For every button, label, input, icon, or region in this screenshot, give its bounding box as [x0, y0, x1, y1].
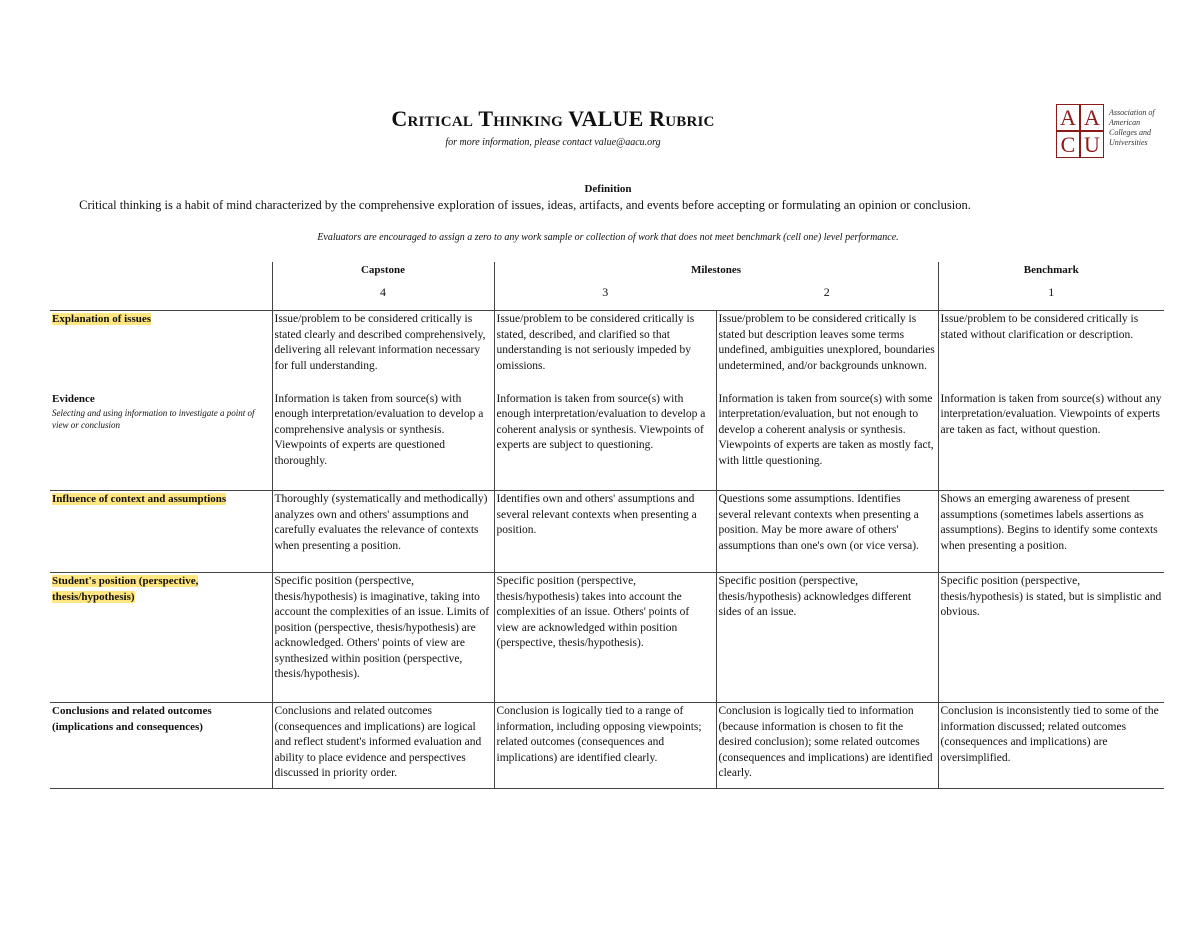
rubric-cell: Specific position (perspective, thesis/hypothesis) takes into account the complexities of an issue. Others' points of view are acknowledged within position (perspective, thesis/hypothesis).: [494, 573, 716, 703]
level-blank: [50, 284, 272, 311]
level-1: 1: [938, 284, 1164, 311]
aacu-logo: [1056, 104, 1166, 160]
rubric-cell: Thoroughly (systematically and methodically) analyzes own and others' assumptions and carefully evaluates the relevance of contexts when presenting a position.: [272, 491, 494, 573]
header-benchmark: Benchmark: [938, 262, 1164, 284]
criterion-label: [50, 703, 272, 789]
rubric-cell: Information is taken from source(s) with enough interpretation/evaluation to develop a coherent analysis or synthesis. Viewpoints of experts are subject to questioning.: [494, 391, 716, 491]
rubric-cell: Information is taken from source(s) without any interpretation/evaluation. Viewpoints of experts are taken as fact, without question.: [938, 391, 1164, 491]
criterion-row: [50, 391, 1164, 491]
header-blank: [50, 262, 272, 284]
criterion-name: Student's position (perspective, thesis/hypothesis): [52, 575, 199, 603]
rubric-table: [50, 262, 1164, 789]
rubric-cell: Issue/problem to be considered critically is stated clearly and described comprehensively, delivering all relevant information necessary for full understanding.: [272, 311, 494, 391]
rubric-cell: Specific position (perspective, thesis/hypothesis) is stated, but is simplistic and obvious.: [938, 573, 1164, 703]
level-4: 4: [272, 284, 494, 311]
header-row: [50, 262, 1164, 284]
criterion-name: Conclusions and related outcomes (implications and consequences): [52, 705, 212, 733]
rubric-cell: Issue/problem to be considered critically is stated, described, and clarified so that understanding is not seriously impeded by omissions.: [494, 311, 716, 391]
header-capstone: Capstone: [272, 262, 494, 284]
criterion-row: [50, 491, 1164, 573]
rubric-cell: Information is taken from source(s) with some interpretation/evaluation, but not enough to develop a coherent analysis or synthesis. Viewpoints of experts are taken as mostly fact, with little questioning.: [716, 391, 938, 491]
level-row: [50, 284, 1164, 311]
rubric-cell: Specific position (perspective, thesis/hypothesis) acknowledges different sides of an issue.: [716, 573, 938, 703]
rubric-cell: Identifies own and others' assumptions and several relevant contexts when presenting a position.: [494, 491, 716, 573]
criterion-row: [50, 703, 1164, 789]
definition-text: Critical thinking is a habit of mind characterized by the comprehensive exploration of issues, ideas, artifacts, and events before accepting or formulating an opinion or conclusion.: [79, 198, 971, 212]
rubric-cell: Issue/problem to be considered critically is stated without clarification or description.: [938, 311, 1164, 391]
rubric-cell: Conclusion is inconsistently tied to some of the information discussed; related outcomes (consequences and implications) are oversimplified.: [938, 703, 1164, 789]
rubric-cell: Conclusion is logically tied to information (because information is chosen to fit the desired conclusion); some related outcomes (consequences and implications) are identified clearly.: [716, 703, 938, 789]
criterion-description: Selecting and using information to investigate a point of view or conclusion: [52, 408, 255, 430]
logo-letter: A: [1056, 104, 1080, 131]
logo-letter: U: [1080, 131, 1104, 158]
logo-letter: A: [1080, 104, 1104, 131]
criterion-label: [50, 573, 272, 703]
rubric-cell: Information is taken from source(s) with enough interpretation/evaluation to develop a comprehensive analysis or synthesis. Viewpoints of experts are questioned thoroughly.: [272, 391, 494, 491]
criterion-name: Explanation of issues: [52, 313, 152, 325]
rubric-cell: Issue/problem to be considered critically is stated but description leaves some terms undefined, ambiguities unexplored, boundaries undetermined, and/or backgrounds unknown.: [716, 311, 938, 391]
criterion-label: [50, 391, 272, 491]
evaluator-note: Evaluators are encouraged to assign a zero to any work sample or collection of work that does not meet benchmark (cell one) level performance.: [317, 232, 899, 243]
rubric-cell: Shows an emerging awareness of present assumptions (sometimes labels assertions as assumptions). Begins to identify some contexts when presenting a position.: [938, 491, 1164, 573]
rubric-title: Critical Thinking VALUE Rubric: [391, 106, 715, 131]
rubric-cell: Specific position (perspective, thesis/hypothesis) is imaginative, taking into account the complexities of an issue. Limits of position (perspective, thesis/hypothesis) are acknowledged. Others' points of view are synthesized within position (perspective, thesis/hypothesis).: [272, 573, 494, 703]
level-3: 3: [494, 284, 716, 311]
criterion-row: [50, 573, 1164, 703]
header-milestones: Milestones: [494, 262, 938, 284]
criterion-name: Influence of context and assumptions: [52, 493, 227, 505]
rubric-cell: Conclusion is logically tied to a range of information, including opposing viewpoints; related outcomes (consequences and implications) are identified clearly.: [494, 703, 716, 789]
level-2: 2: [823, 285, 830, 299]
definition-heading: Definition: [584, 183, 632, 195]
criterion-name: Evidence: [52, 392, 95, 405]
logo-organization-name: Association of American Colleges and Universities: [1109, 108, 1155, 147]
criterion-row: [50, 311, 1164, 391]
criterion-label: [50, 311, 272, 391]
rubric-cell: Questions some assumptions. Identifies several relevant contexts when presenting a position. May be more aware of others' assumptions than one's own (or vice versa).: [716, 491, 938, 573]
aacu-logo-icon: [1056, 104, 1104, 158]
criterion-label: [50, 491, 272, 573]
logo-letter: C: [1056, 131, 1080, 158]
rubric-cell: Conclusions and related outcomes (consequences and implications) are logical and reflect student's informed evaluation and ability to place evidence and perspectives discussed in priority order.: [272, 703, 494, 789]
contact-subtitle: for more information, please contact value@aacu.org: [445, 137, 661, 148]
